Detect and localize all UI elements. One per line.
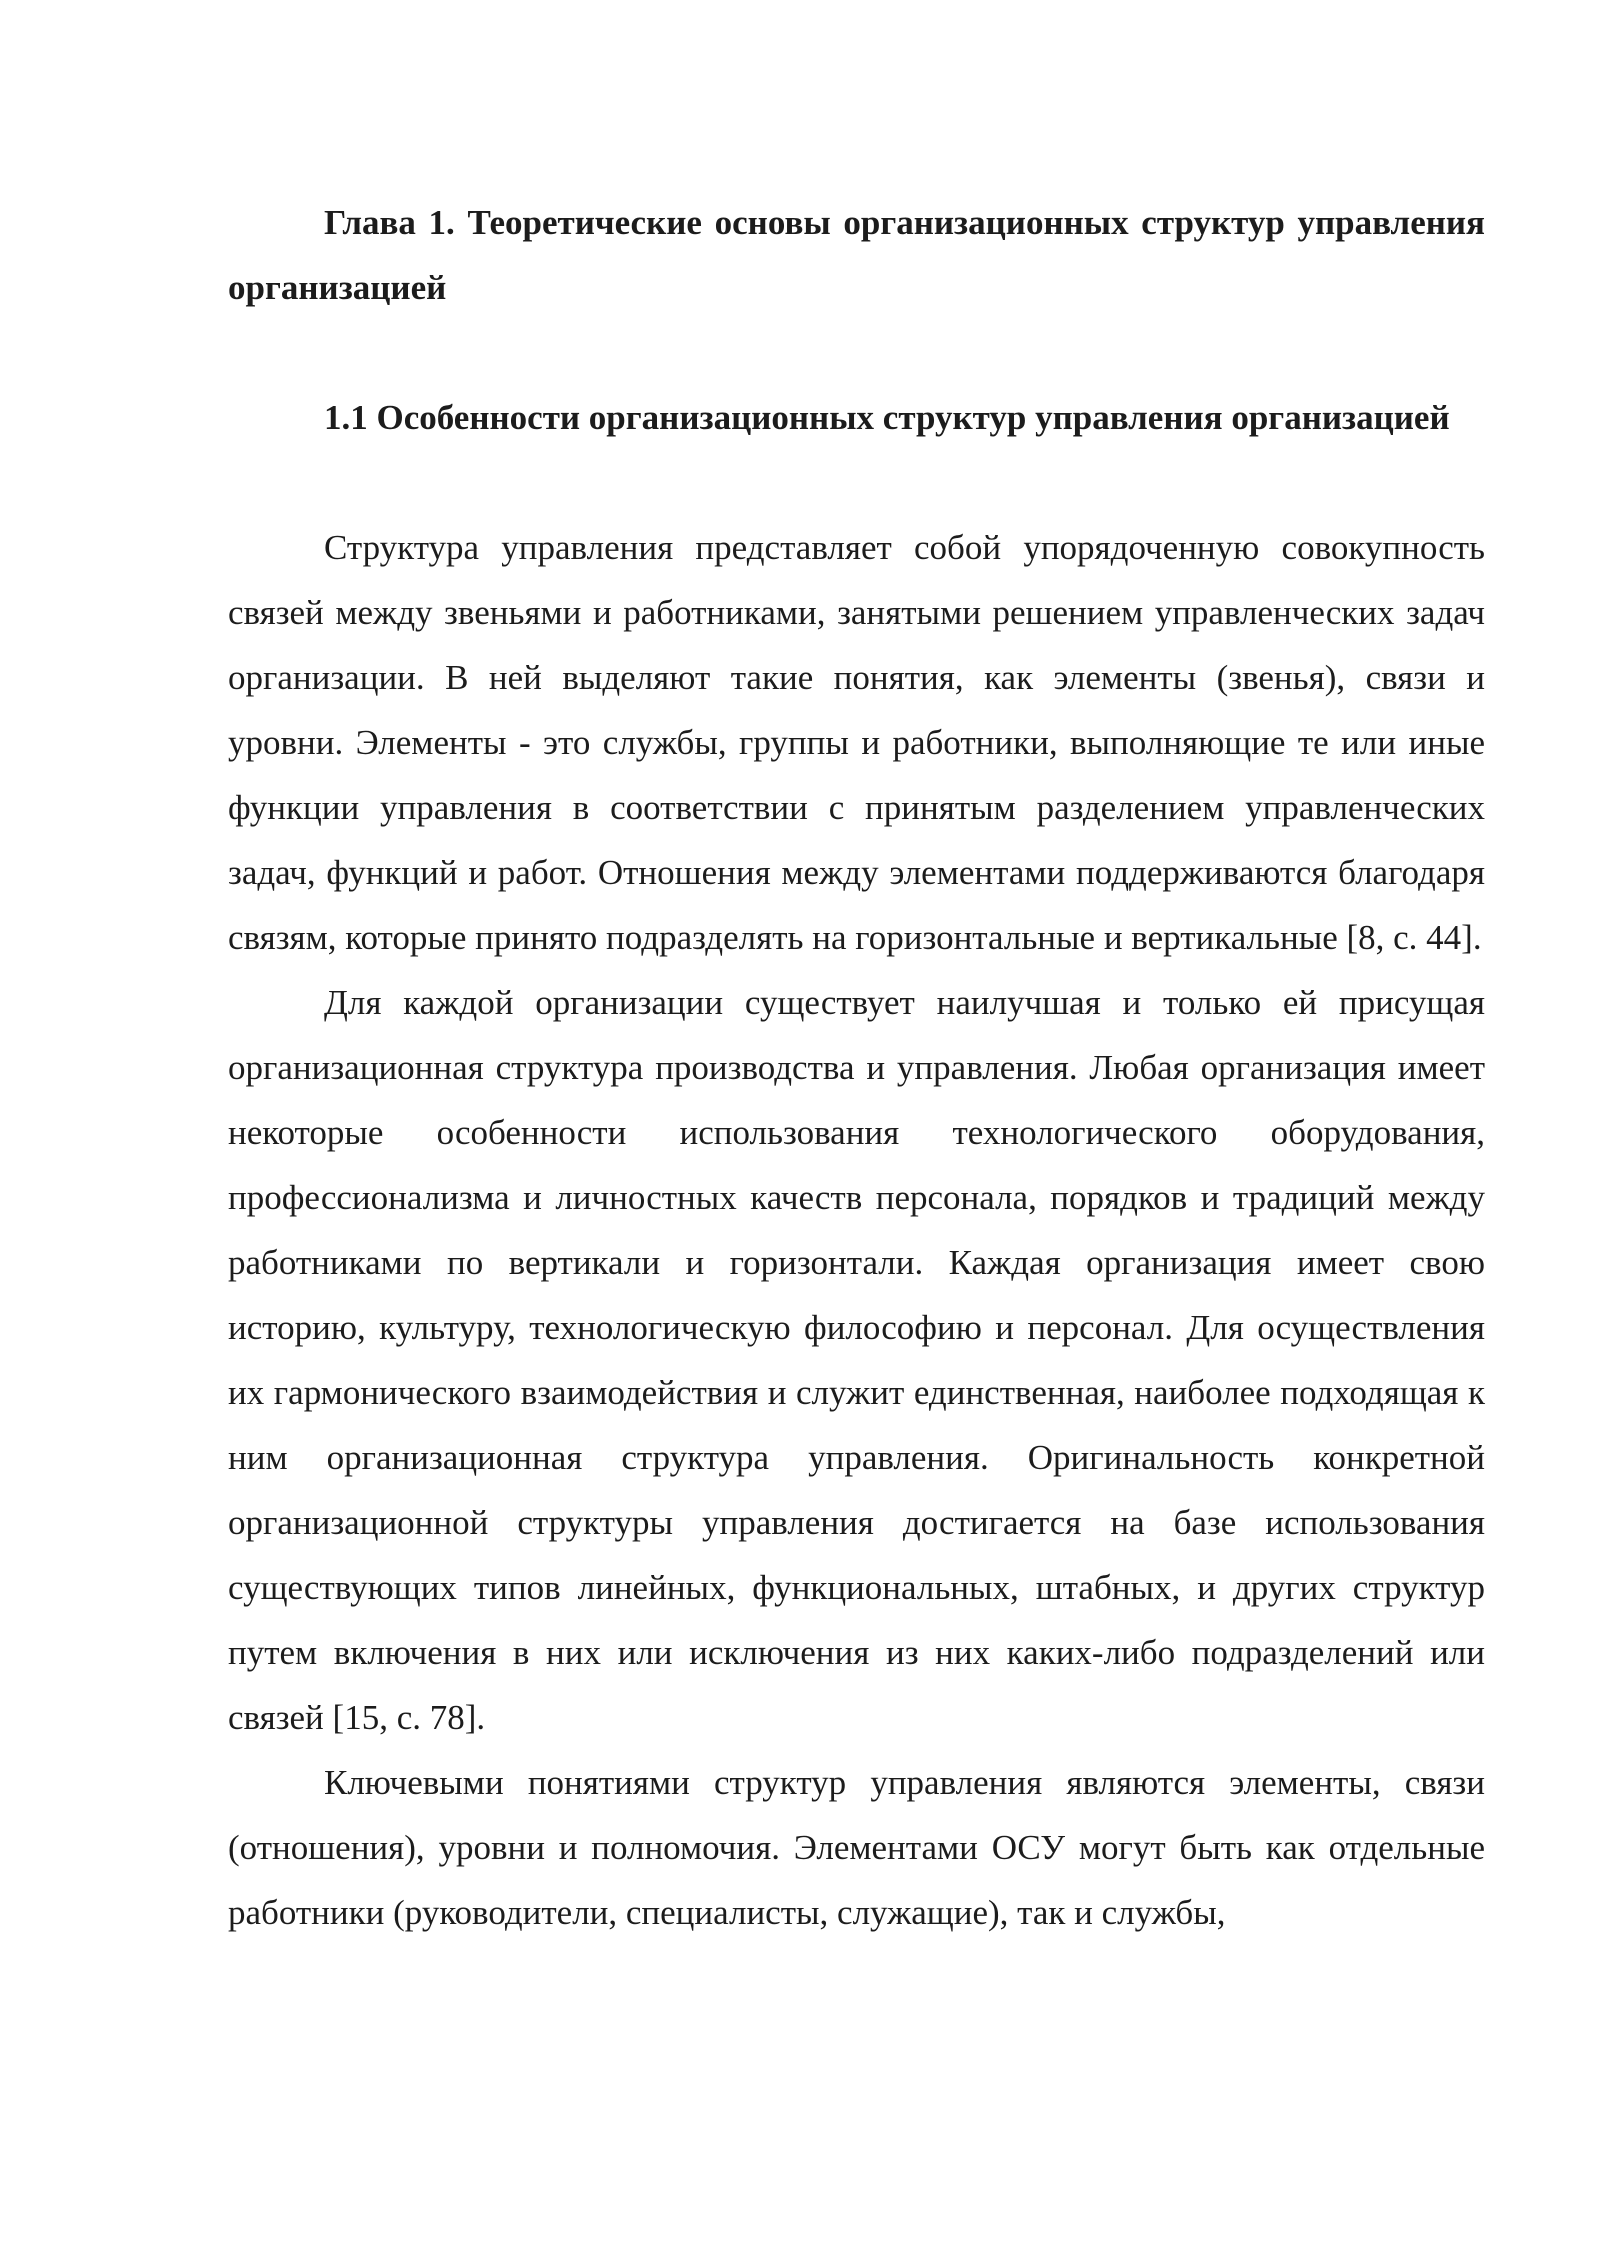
paragraph-1: Структура управления представляет собой упорядоченную совокупность связей между звеньями и работниками, занятыми решением управленческих задач организации. В ней выделяют такие понятия, как элементы (звенья), связи и уровни. Элементы - это службы, группы и работники, выполняющие те или иные функции управления в соответствии с принятым разделением управленческих задач, функций и работ. Отношения между элементами поддерживаются благодаря связям, которые принято подразделять на горизонтальные и вертикальные [8, с. 44]. (228, 528, 1485, 957)
paragraph-3: Ключевыми понятиями структур управления являются элементы, связи (отношения), уровни и полномочия. Элементами ОСУ могут быть как отдельные работники (руководители, специалисты, служащие), так и службы, (228, 1763, 1485, 1932)
document-body (228, 190, 1485, 1945)
section-title: 1.1 Особенности организационных структур управления организацией (324, 398, 1450, 437)
paragraph-2: Для каждой организации существует наилучшая и только ей присущая организационная структура производства и управления. Любая организация имеет некоторые особенности использования технологического оборудования, профессионализма и личностных качеств персонала, порядков и традиций между работниками по вертикали и горизонтали. Каждая организация имеет свою историю, культуру, технологическую философию и персонал. Для осуществления их гармонического взаимодействия и служит единственная, наиболее подходящая к ним организационная структура управления. Оригинальность конкретной организационной структуры управления достигается на базе использования существующих типов линейных, функциональных, штабных, и других структур путем включения в них или исключения из них каких-либо подразделений или связей [15, с. 78]. (228, 983, 1485, 1737)
chapter-title: Глава 1. Теоретические основы организационных структур управления организацией (228, 203, 1485, 307)
